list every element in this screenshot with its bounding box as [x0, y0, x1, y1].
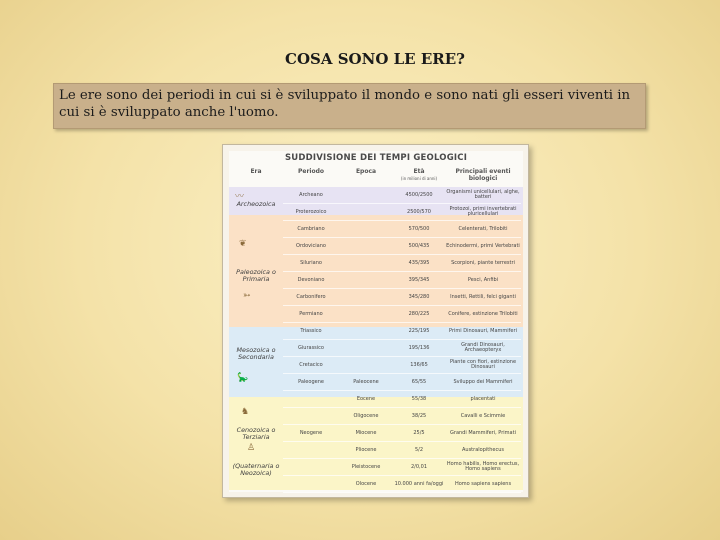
cell-eta: 570/500: [408, 225, 430, 232]
cell-periodo: Giurassico: [298, 344, 324, 351]
cell-eta: 435/395: [408, 259, 430, 266]
table-row: [283, 374, 521, 391]
cell-epoca: [339, 204, 393, 220]
cell-eta: 55/38: [411, 395, 427, 402]
cell-epoca: Olocene: [355, 480, 377, 487]
table-row: [283, 238, 521, 255]
header-era: Era: [250, 168, 262, 175]
cell-periodo: [283, 408, 339, 424]
cell-eta: 10.000 anni fa/oggi: [394, 480, 444, 487]
cell-epoca: [339, 255, 393, 271]
intro-text-box: Le ere sono dei periodi in cui si è sviluppato il mondo e sono nati gli esseri viventi in cui si è sviluppato anche l'uomo.: [53, 83, 646, 129]
cell-eventi: Organismi unicellulari, alghe, batteri: [446, 189, 520, 200]
cell-periodo: Triassico: [300, 327, 322, 334]
cell-epoca: [339, 289, 393, 305]
cell-eventi: Scorpioni, piante terrestri: [451, 259, 515, 266]
cell-periodo: Siluriano: [300, 259, 322, 266]
table-row: [283, 289, 521, 306]
cell-eventi: Grandi Mammiferi, Primati: [450, 429, 516, 436]
cell-periodo: Archeano: [299, 191, 323, 198]
table-row: [283, 221, 521, 238]
cell-periodo: [283, 459, 339, 475]
header-eventi: Principali eventi biologici: [455, 168, 511, 182]
cell-eventi: Homo habilis, Homo erectus, Homo sapiens: [446, 461, 520, 472]
cell-eventi: Conifere, estinzione Trilobiti: [448, 310, 518, 317]
cell-eta: 500/435: [408, 242, 430, 249]
cell-eta: 5/2: [414, 446, 424, 453]
dinosaur-icon: 🦕: [237, 373, 249, 383]
cell-eta: 25/5: [413, 429, 425, 436]
cell-eta: 280/225: [408, 310, 430, 317]
cell-periodo: Ordoviciano: [296, 242, 326, 249]
cell-periodo: Neogene: [299, 429, 323, 436]
table-row: [283, 255, 521, 272]
cell-epoca: Oligocene: [353, 412, 379, 419]
table-row: [283, 425, 521, 442]
cell-eta: 136/65: [410, 361, 428, 368]
header-eta: [393, 168, 445, 186]
cell-eta: 345/280: [408, 293, 430, 300]
table-title: SUDDIVISIONE DEI TEMPI GEOLOGICI: [284, 153, 468, 163]
cell-eta: 2500/570: [407, 208, 431, 215]
cell-periodo: Paleogene: [298, 378, 324, 385]
human-icon: ♙: [247, 443, 256, 453]
cell-periodo: Cambriano: [297, 225, 325, 232]
cell-epoca: [339, 238, 393, 254]
cell-epoca: [339, 357, 393, 373]
header-eta-sub: (in milioni di anni): [400, 176, 438, 181]
cell-eventi: Primi Dinosauri, Mammiferi: [449, 327, 517, 334]
cell-periodo: [283, 476, 339, 492]
era-label-mesozoica: Mesozoica o Secondaria: [236, 346, 276, 361]
cell-eventi: Cavalli e Scimmie: [460, 412, 506, 419]
cell-eventi: Pesci, Anfibi: [467, 276, 499, 283]
table-row: [283, 476, 521, 493]
mammal-icon: ♞: [241, 407, 250, 417]
era-label-archeozoica: Archeozoica: [236, 200, 276, 208]
cell-epoca: [339, 340, 393, 356]
table-row: [283, 391, 521, 408]
table-row: [283, 204, 521, 221]
cell-epoca: Miocene: [355, 429, 377, 436]
header-eta-label: Età: [413, 168, 425, 175]
table-row: [283, 442, 521, 459]
cell-epoca: [339, 323, 393, 339]
cell-eventi: Homo sapiens sapiens: [454, 480, 512, 487]
fossil-icon: 〰: [235, 192, 245, 202]
cell-eta: 395/345: [408, 276, 430, 283]
header-periodo: Periodo: [297, 168, 325, 175]
geologic-table-scan: [229, 151, 523, 492]
era-label-cenozoica: Cenozoica o Terziaria: [236, 426, 276, 441]
era-label-paleozoica: Paleozoica o Primaria: [236, 268, 276, 283]
table-row: [283, 408, 521, 425]
cell-periodo: Cretacico: [299, 361, 323, 368]
table-row: [283, 340, 521, 357]
cell-epoca: Pliocene: [355, 446, 377, 453]
cell-periodo: Devoniano: [297, 276, 325, 283]
table-row: [283, 306, 521, 323]
cell-epoca: Pleistocene: [351, 463, 381, 470]
cell-eventi: Grandi Dinosauri, Archaeopteryx: [461, 342, 505, 353]
cell-epoca: [339, 187, 393, 203]
cell-eventi: Celenterati, Trilobiti: [458, 225, 508, 232]
cell-eta: 225/195: [408, 327, 430, 334]
header-epoca: Epoca: [355, 168, 377, 175]
cell-periodo: [283, 391, 339, 407]
cell-epoca: Paleocene: [353, 378, 379, 385]
cell-eventi: Australopithecus: [461, 446, 504, 453]
table-row: [283, 187, 521, 204]
era-label-quaternaria: (Quaternaria o Neozoica): [232, 462, 280, 477]
cell-eta: 195/136: [408, 344, 430, 351]
cell-epoca: [339, 306, 393, 322]
table-row: [283, 459, 521, 476]
geologic-table-image: [222, 144, 529, 498]
cell-eventi: Echinodermi, primi Vertebrati: [446, 242, 520, 249]
cell-periodo: Proterozoico: [295, 208, 327, 215]
cell-periodo: Permiano: [299, 310, 323, 317]
table-row: [283, 272, 521, 289]
cell-eta: 38/25: [411, 412, 427, 419]
cell-eta: 4500/2500: [405, 191, 433, 198]
cell-epoca: Eocene: [356, 395, 376, 402]
cell-eventi: Piante con fiori, estinzione Dinosauri: [449, 359, 517, 370]
trilobite-icon: ❦: [239, 239, 247, 249]
cell-eventi: placentati: [470, 395, 496, 402]
cell-eta: 2/0,01: [411, 463, 427, 470]
cell-eventi: Protozoi, primi invertebrati pluricellulari: [449, 206, 517, 217]
table-row: [283, 357, 521, 374]
cell-eta: 65/55: [411, 378, 427, 385]
table-row: [283, 323, 521, 340]
cell-eventi: Sviluppo dei Mammiferi: [453, 378, 513, 385]
cell-periodo: Carbonifero: [296, 293, 326, 300]
fish-icon: ➳: [243, 291, 251, 301]
cell-periodo: [283, 442, 339, 458]
cell-epoca: [339, 272, 393, 288]
cell-eventi: Insetti, Rettili, felci giganti: [450, 293, 516, 300]
slide-title: COSA SONO LE ERE?: [285, 50, 465, 68]
cell-epoca: [339, 221, 393, 237]
